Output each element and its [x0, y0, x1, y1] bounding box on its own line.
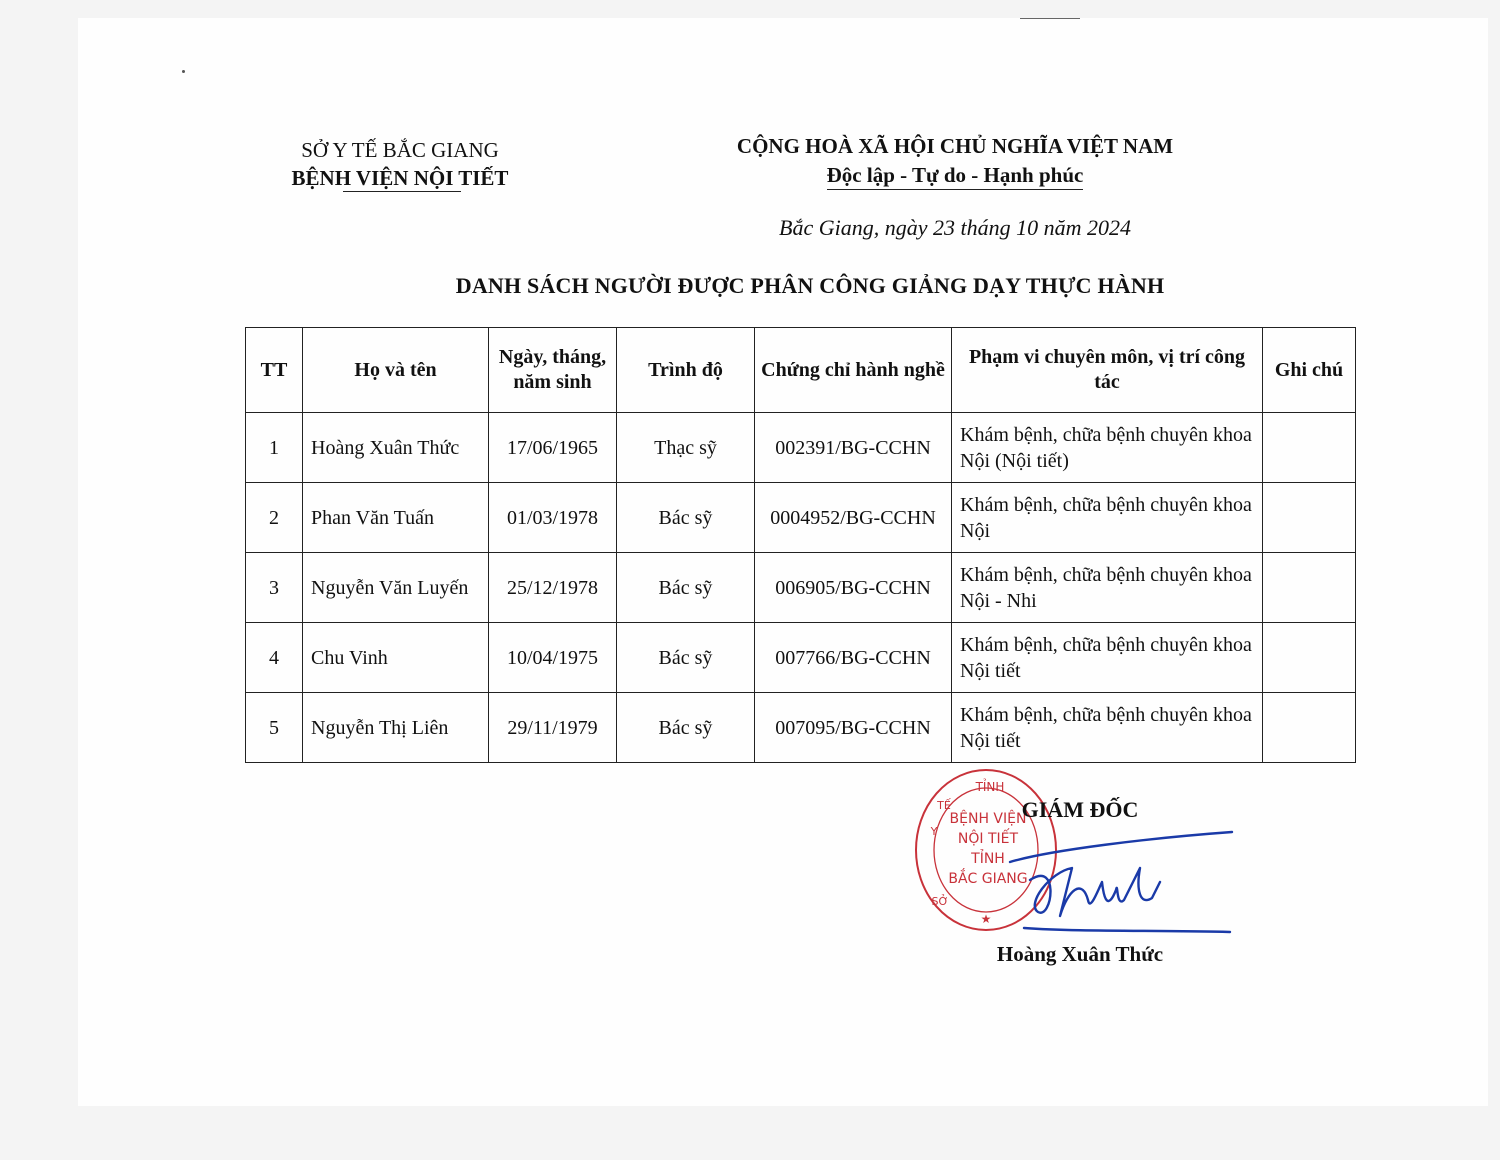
col-header-tt: TT: [246, 328, 303, 413]
col-header-name: Họ và tên: [303, 328, 489, 413]
cell-degree: Bác sỹ: [617, 623, 755, 693]
svg-text:Y: Y: [930, 825, 938, 838]
cell-note: [1263, 413, 1356, 483]
table-row: [246, 553, 1356, 623]
cell-dob: 29/11/1979: [489, 693, 617, 763]
col-header-certificate: Chứng chỉ hành nghề: [755, 328, 952, 413]
svg-text:★: ★: [980, 912, 992, 926]
table-row: [246, 623, 1356, 693]
svg-text:BẮC GIANG: BẮC GIANG: [948, 871, 1028, 887]
document-title: DANH SÁCH NGƯỜI ĐƯỢC PHÂN CÔNG GIẢNG DẠY THỰC HÀNH: [455, 273, 1165, 298]
cell-scope: Khám bệnh, chữa bệnh chuyên khoa Nội tiết: [952, 693, 1263, 763]
place-date: Bắc Giang, ngày 23 tháng 10 năm 2024: [779, 215, 1131, 240]
agency-underline: [343, 191, 461, 192]
svg-text:TỈNH: TỈNH: [975, 780, 1005, 794]
table-row: [246, 413, 1356, 483]
cell-certificate: 0004952/BG-CCHN: [755, 483, 952, 553]
cell-certificate: 002391/BG-CCHN: [755, 413, 952, 483]
cell-note: [1263, 483, 1356, 553]
scan-edge-mark: [1020, 18, 1080, 19]
col-header-degree: Trình độ: [617, 328, 755, 413]
svg-text:BỆNH VIỆN: BỆNH VIỆN: [949, 811, 1027, 827]
staff-table: [245, 327, 1356, 763]
cell-name: Nguyễn Thị Liên: [303, 693, 489, 763]
svg-text:TẾ: TẾ: [937, 799, 951, 812]
svg-text:TỈNH: TỈNH: [971, 851, 1005, 867]
agency-parent: SỞ Y TẾ BẮC GIANG: [301, 138, 499, 162]
cell-degree: Bác sỹ: [617, 483, 755, 553]
cell-degree: Bác sỹ: [617, 693, 755, 763]
cell-name: Nguyễn Văn Luyến: [303, 553, 489, 623]
issuing-agency: [250, 136, 550, 192]
cell-scope: Khám bệnh, chữa bệnh chuyên khoa Nội (Nội tiết): [952, 413, 1263, 483]
cell-name: Hoàng Xuân Thức: [303, 413, 489, 483]
cell-dob: 25/12/1978: [489, 553, 617, 623]
country-name: CỘNG HOÀ XÃ HỘI CHỦ NGHĨA VIỆT NAM: [736, 134, 1174, 158]
handwritten-signature: [990, 820, 1250, 940]
cell-dob: 10/04/1975: [489, 623, 617, 693]
table-row: [246, 483, 1356, 553]
cell-note: [1263, 623, 1356, 693]
cell-degree: Thạc sỹ: [617, 413, 755, 483]
cell-dob: 01/03/1978: [489, 483, 617, 553]
table-row: [246, 693, 1356, 763]
cell-dob: 17/06/1965: [489, 413, 617, 483]
cell-degree: Bác sỹ: [617, 553, 755, 623]
table-header-row: [246, 328, 1356, 413]
position-title: GIÁM ĐỐC: [1021, 797, 1139, 822]
cell-tt: 1: [246, 413, 303, 483]
cell-tt: 5: [246, 693, 303, 763]
col-header-dob: Ngày, tháng, năm sinh: [489, 328, 617, 413]
cell-certificate: 007095/BG-CCHN: [755, 693, 952, 763]
cell-certificate: 007766/BG-CCHN: [755, 623, 952, 693]
cell-certificate: 006905/BG-CCHN: [755, 553, 952, 623]
agency-name: BỆNH VIỆN NỘI TIẾT: [291, 166, 509, 190]
cell-tt: 3: [246, 553, 303, 623]
cell-scope: Khám bệnh, chữa bệnh chuyên khoa Nội: [952, 483, 1263, 553]
cell-tt: 2: [246, 483, 303, 553]
scan-speck: [182, 70, 185, 73]
svg-text:NỘI TIẾT: NỘI TIẾT: [957, 831, 1019, 847]
signer-name: Hoàng Xuân Thức: [996, 942, 1164, 966]
col-header-scope: Phạm vi chuyên môn, vị trí công tác: [952, 328, 1263, 413]
national-motto: [700, 132, 1210, 190]
cell-name: Chu Vinh: [303, 623, 489, 693]
cell-name: Phan Văn Tuấn: [303, 483, 489, 553]
svg-text:SỞ: SỞ: [931, 895, 949, 908]
col-header-note: Ghi chú: [1263, 328, 1356, 413]
cell-scope: Khám bệnh, chữa bệnh chuyên khoa Nội tiết: [952, 623, 1263, 693]
cell-scope: Khám bệnh, chữa bệnh chuyên khoa Nội - Nhi: [952, 553, 1263, 623]
cell-note: [1263, 553, 1356, 623]
cell-note: [1263, 693, 1356, 763]
cell-tt: 4: [246, 623, 303, 693]
motto: Độc lập - Tự do - Hạnh phúc: [827, 163, 1084, 190]
